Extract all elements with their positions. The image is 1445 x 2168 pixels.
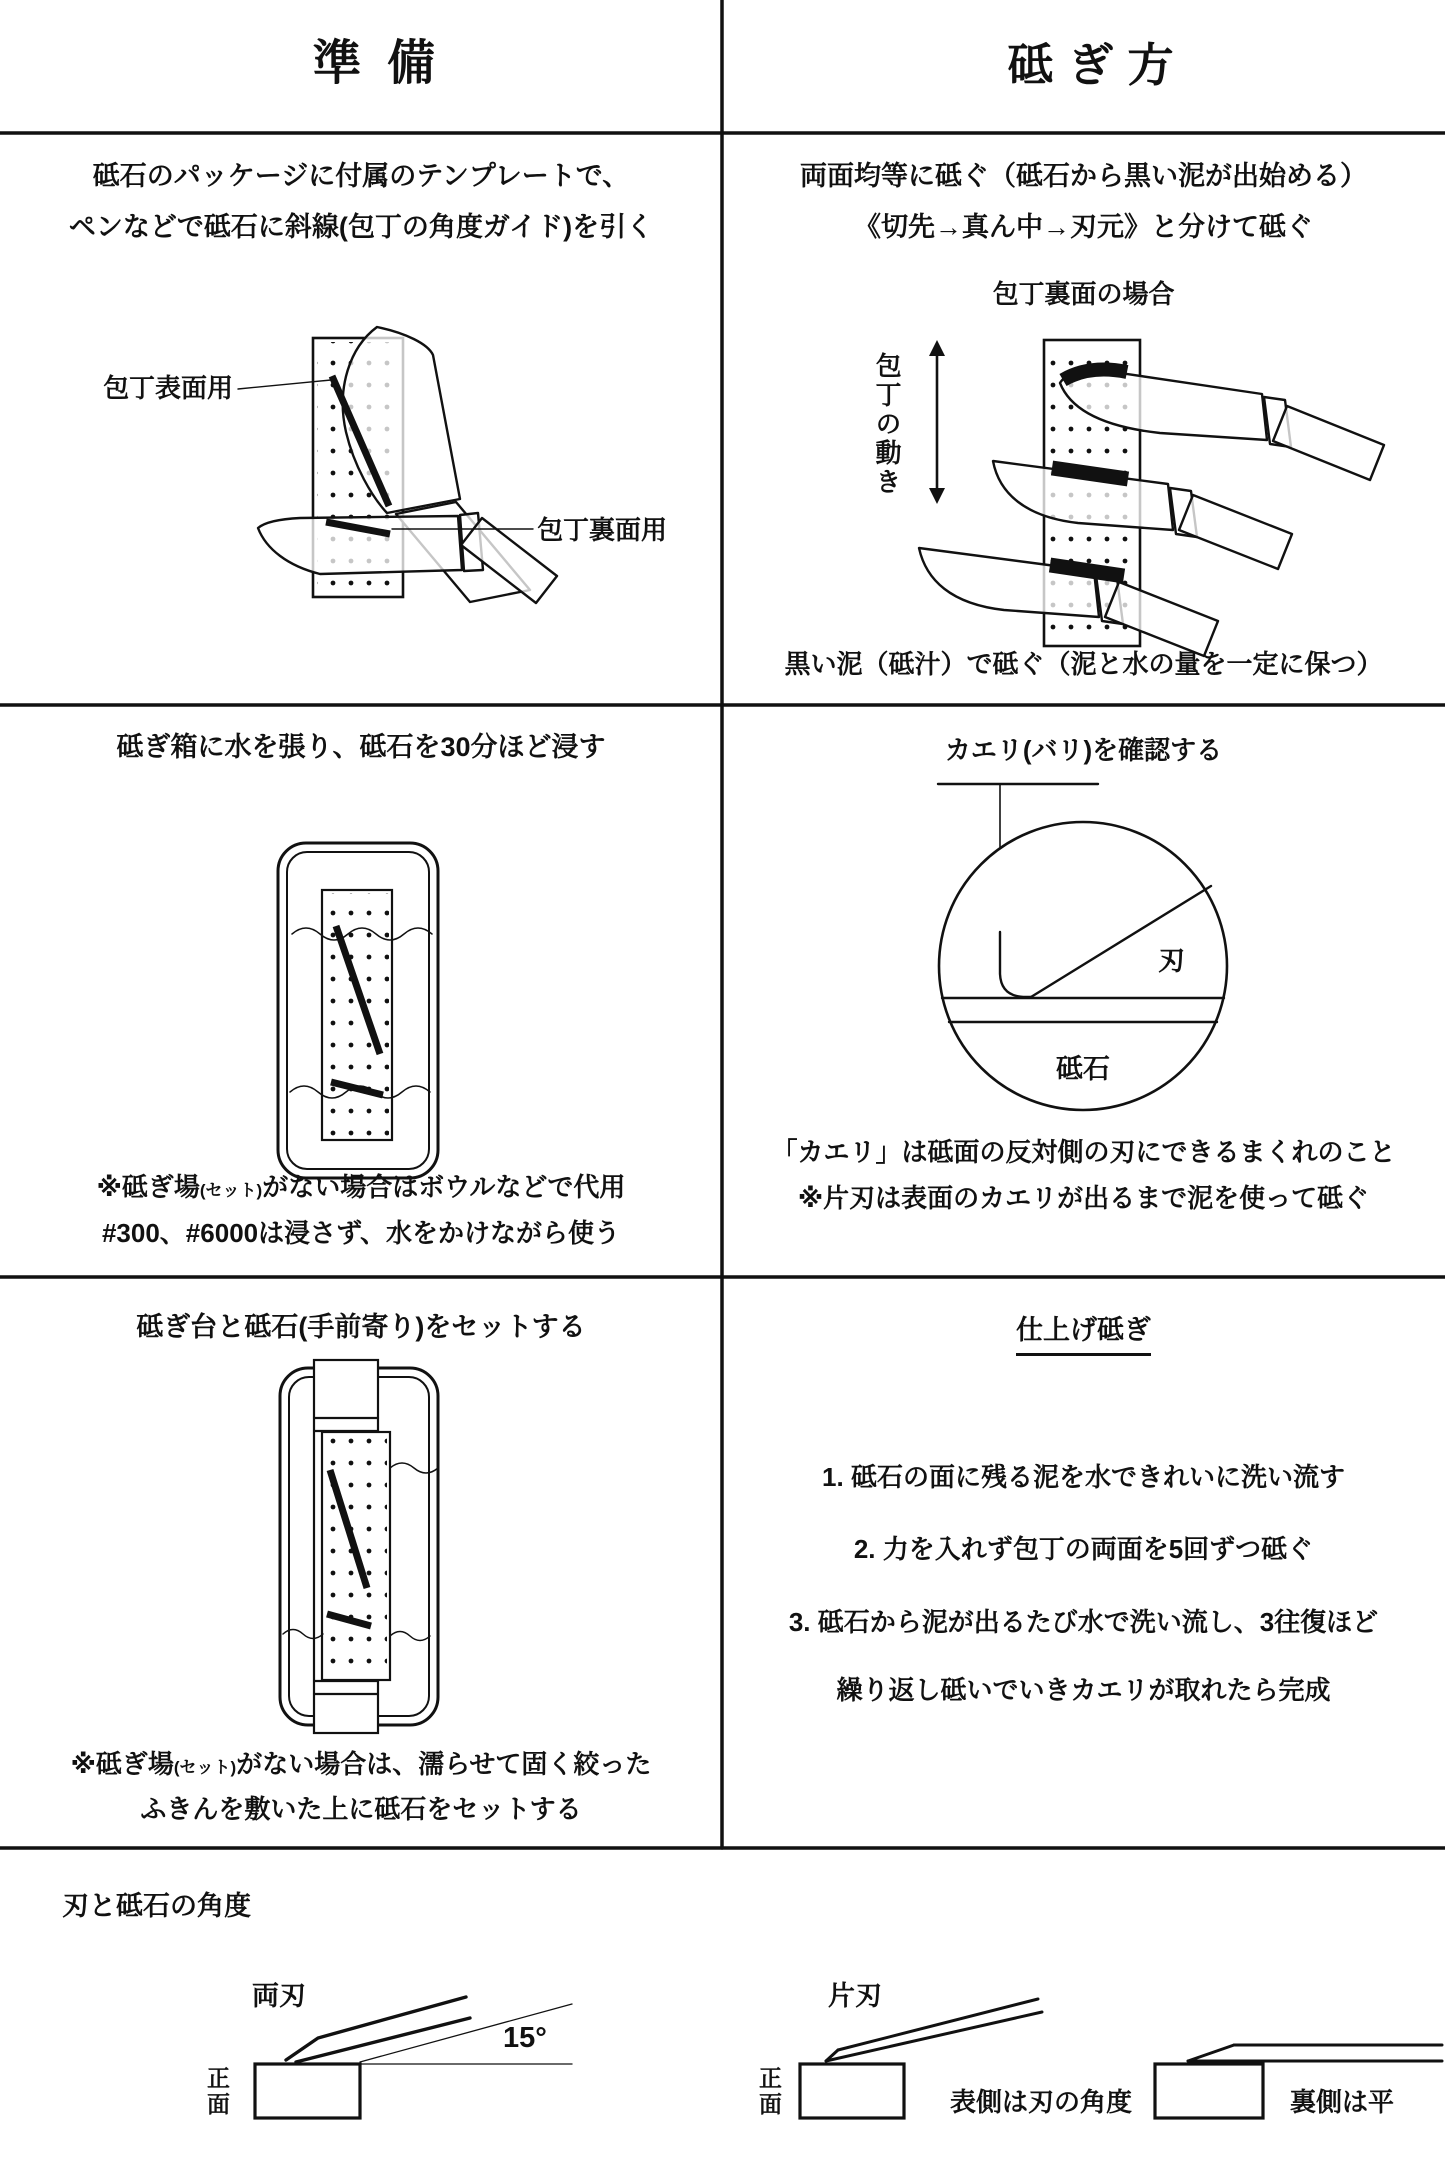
stand-setup-diagram bbox=[280, 1360, 438, 1733]
knife-middle-pass bbox=[993, 461, 1292, 569]
sharpen-step1-line2: 《切先→真ん中→刃元》と分けて砥ぐ bbox=[854, 212, 1313, 242]
front-view-label: 正面 bbox=[204, 2066, 230, 2118]
note-text: ※砥ぎ場 bbox=[70, 1749, 174, 1779]
soaking-box-diagram bbox=[278, 843, 438, 1178]
knife-motion-label: 包丁の動き bbox=[872, 352, 902, 497]
sharpen-step1-caption: 包丁裏面の場合 bbox=[992, 279, 1175, 309]
column-header-prep: 準備 bbox=[312, 37, 461, 90]
note-text: がない場合は、濡らせて固く絞った bbox=[236, 1749, 652, 1779]
note-text: ※砥ぎ場 bbox=[96, 1172, 200, 1202]
double-bevel-angle-diagram bbox=[255, 1997, 572, 2118]
sharpen-step3-title: 仕上げ砥ぎ bbox=[1016, 1315, 1151, 1345]
sharpen-step2-title: カエリ(バリ)を確認する bbox=[944, 735, 1223, 765]
prep-step2-note1 bbox=[0, 1174, 722, 1200]
column-header-sharpen: 砥ぎ方 bbox=[1007, 39, 1188, 91]
sharpening-motion-diagram bbox=[919, 340, 1384, 656]
stone-front-view bbox=[800, 2064, 904, 2118]
stone-front-view bbox=[1155, 2064, 1263, 2118]
note-text: がない場合はボウルなどで代用 bbox=[262, 1172, 626, 1202]
finish-step-1: 1. 砥石の面に残る泥を水できれいに洗い流す bbox=[822, 1462, 1345, 1492]
finish-step-3: 3. 砥石から泥が出るたび水で洗い流し、3往復ほど bbox=[788, 1607, 1379, 1637]
finish-step-2: 2. 力を入れず包丁の両面を5回ずつ砥ぐ bbox=[853, 1534, 1314, 1564]
angles-title: 刃と砥石の角度 bbox=[62, 1891, 251, 1921]
template-guide-diagram bbox=[238, 327, 557, 603]
single-bevel-label: 片刃 bbox=[828, 1981, 882, 2011]
prep-step3-note1 bbox=[0, 1751, 722, 1777]
sharpen-step1-footer: 黒い泥（砥汁）で砥ぐ（泥と水の量を一定に保つ） bbox=[784, 649, 1383, 679]
prep-step2-title: 砥ぎ箱に水を張り、砥石を30分ほど浸す bbox=[116, 732, 606, 762]
blade-tip-bevel bbox=[1188, 2045, 1234, 2061]
prep-step1-line2: ペンなどで砥石に斜線(包丁の角度ガイド)を引く bbox=[68, 212, 654, 242]
single-bevel-back-caption: 裏側は平 bbox=[1290, 2087, 1395, 2117]
label-blade: 刃 bbox=[1158, 946, 1185, 976]
prep-step3-title: 砥ぎ台と砥石(手前寄り)をセットする bbox=[136, 1312, 586, 1342]
prep-step2-note2: #300、#6000は浸さず、水をかけながら使う bbox=[101, 1218, 621, 1248]
prep-step1-line1: 砥石のパッケージに付属のテンプレートで、 bbox=[92, 161, 630, 191]
sharpen-step2-note1: 「カエリ」は砥面の反対側の刃にできるまくれのこと bbox=[771, 1137, 1396, 1167]
note-small-text: (セット) bbox=[173, 1758, 237, 1777]
finish-step-4: 繰り返し砥いでいきカエリが取れたら完成 bbox=[836, 1675, 1331, 1705]
blade-edge-line bbox=[826, 2012, 1042, 2061]
label-knife-back-side: 包丁裏面用 bbox=[537, 515, 668, 545]
prep-step3-note2: ふきんを敷いた上に砥石をセットする bbox=[140, 1794, 582, 1824]
stone-front-view bbox=[255, 2064, 360, 2118]
sharpen-step2-note2: ※片刃は表面のカエリが出るまで泥を使って砥ぐ bbox=[797, 1183, 1370, 1213]
angle-value: 15° bbox=[503, 2022, 547, 2054]
label-knife-front-side: 包丁表面用 bbox=[103, 373, 234, 403]
motion-arrow bbox=[929, 340, 945, 504]
front-view-label: 正面 bbox=[756, 2066, 782, 2118]
sharpen-step1-line1: 両面均等に砥ぐ（砥石から黒い泥が出始める） bbox=[800, 161, 1367, 191]
note-small-text: (セット) bbox=[199, 1181, 263, 1200]
blade-spine-line bbox=[286, 1997, 466, 2060]
label-whetstone: 砥石 bbox=[1056, 1054, 1110, 1084]
single-bevel-front-caption: 表側は刃の角度 bbox=[950, 2087, 1133, 2117]
double-bevel-label: 両刃 bbox=[252, 1981, 306, 2011]
